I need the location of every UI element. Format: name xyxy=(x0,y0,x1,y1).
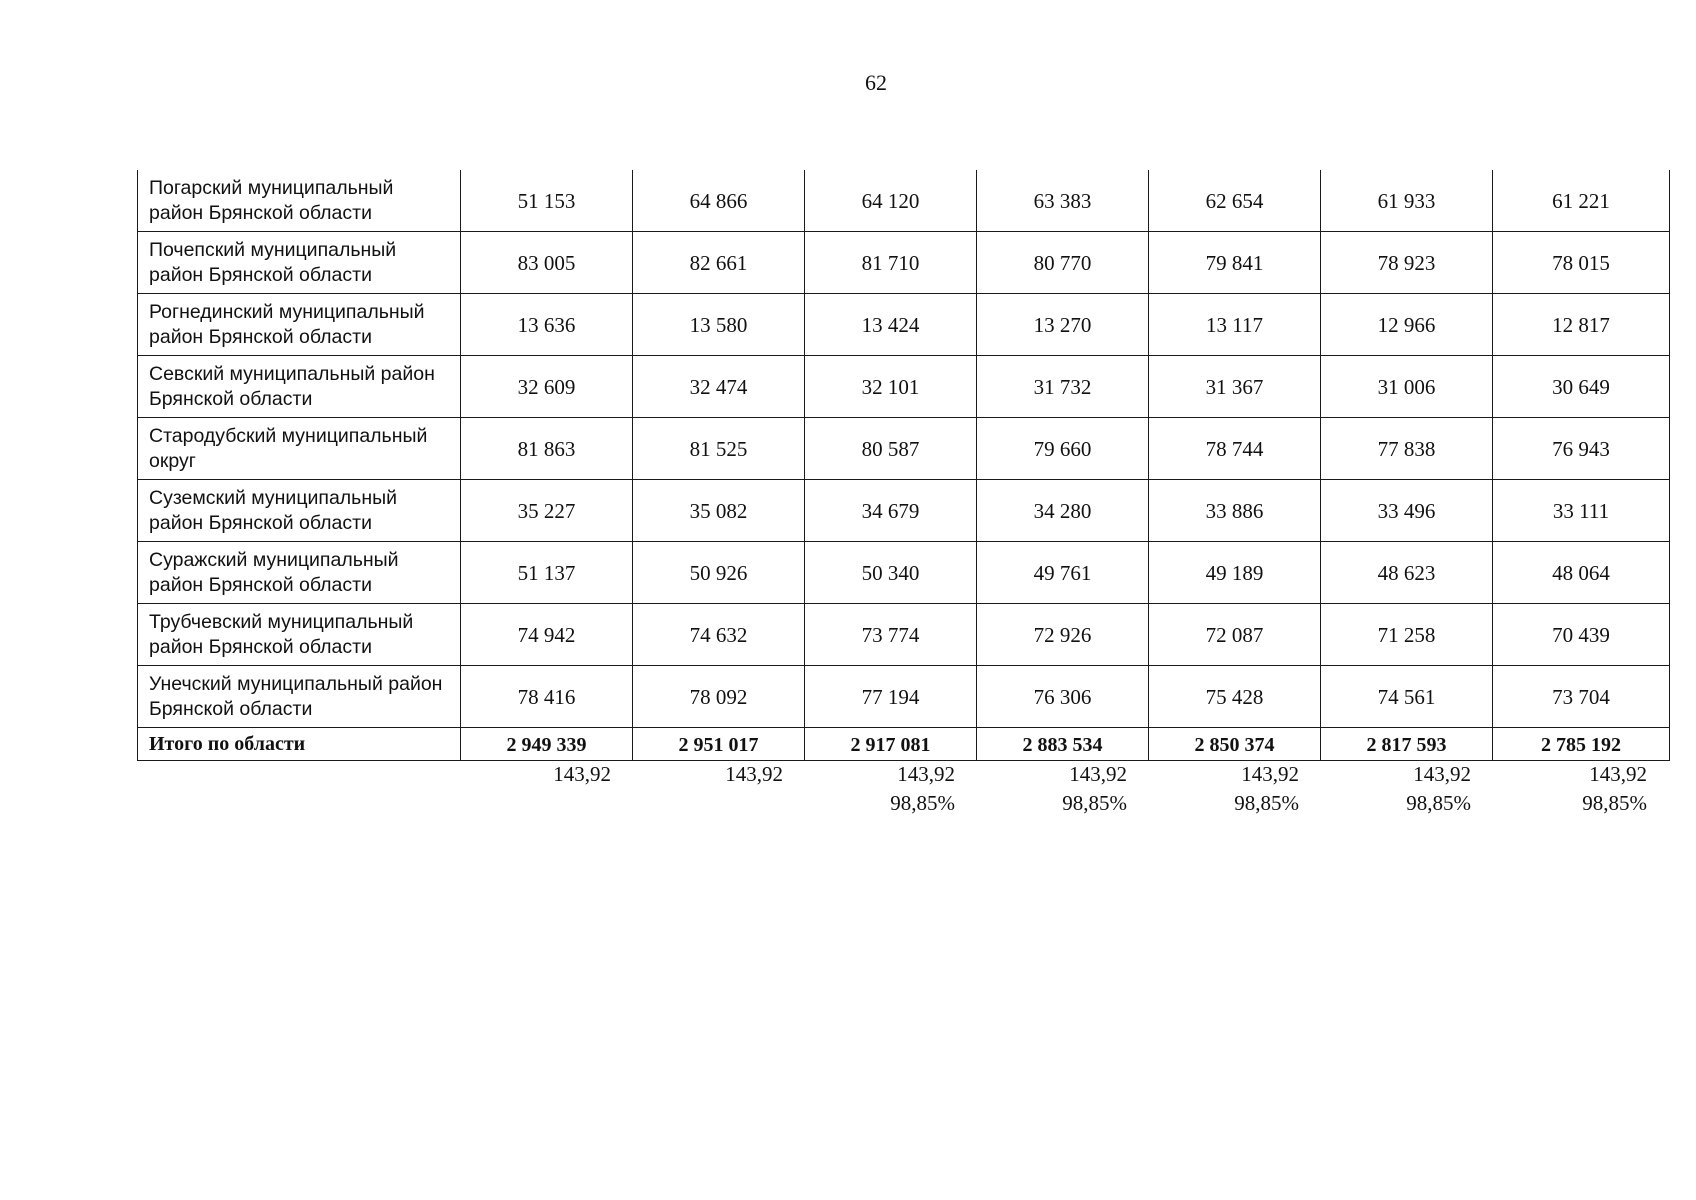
row-name-cell: Рогнединский муниципальный район Брянской области xyxy=(138,294,461,356)
footer-column xyxy=(1149,760,1299,818)
value-cell: 83 005 xyxy=(461,232,633,294)
value-cell: 79 660 xyxy=(977,418,1149,480)
value-cell: 48 623 xyxy=(1321,542,1493,604)
footer-column xyxy=(633,760,783,789)
row-name-cell: Унечский муниципальный район Брянской области xyxy=(138,666,461,728)
total-value-cell: 2 949 339 xyxy=(461,728,633,761)
footer-column xyxy=(1321,760,1471,818)
footer-percent: 98,85% xyxy=(1234,791,1299,815)
value-cell: 33 886 xyxy=(1149,480,1321,542)
row-name-cell: Суражский муниципальный район Брянской области xyxy=(138,542,461,604)
footer-ratio: 143,92 xyxy=(553,762,611,786)
value-cell: 13 117 xyxy=(1149,294,1321,356)
value-cell: 13 580 xyxy=(633,294,805,356)
total-value-cell: 2 850 374 xyxy=(1149,728,1321,761)
row-name-cell: Стародубский муниципальный округ xyxy=(138,418,461,480)
value-cell: 80 587 xyxy=(805,418,977,480)
footer-column xyxy=(805,760,955,818)
value-cell: 79 841 xyxy=(1149,232,1321,294)
footer-column xyxy=(1497,760,1647,818)
value-cell: 12 966 xyxy=(1321,294,1493,356)
value-cell: 78 416 xyxy=(461,666,633,728)
value-cell: 76 943 xyxy=(1493,418,1670,480)
value-cell: 76 306 xyxy=(977,666,1149,728)
value-cell: 78 092 xyxy=(633,666,805,728)
value-cell: 81 525 xyxy=(633,418,805,480)
footer-ratio: 143,92 xyxy=(1589,762,1647,786)
total-value-cell: 2 785 192 xyxy=(1493,728,1670,761)
value-cell: 51 153 xyxy=(461,170,633,232)
table-row xyxy=(138,418,1670,480)
value-cell: 34 679 xyxy=(805,480,977,542)
value-cell: 34 280 xyxy=(977,480,1149,542)
footer-ratio: 143,92 xyxy=(1069,762,1127,786)
value-cell: 72 087 xyxy=(1149,604,1321,666)
value-cell: 32 609 xyxy=(461,356,633,418)
total-value-cell: 2 917 081 xyxy=(805,728,977,761)
value-cell: 75 428 xyxy=(1149,666,1321,728)
total-row xyxy=(138,728,1670,761)
value-cell: 31 006 xyxy=(1321,356,1493,418)
value-cell: 77 838 xyxy=(1321,418,1493,480)
value-cell: 13 424 xyxy=(805,294,977,356)
footer-percent: 98,85% xyxy=(1062,791,1127,815)
value-cell: 13 270 xyxy=(977,294,1149,356)
value-cell: 74 632 xyxy=(633,604,805,666)
footer-column xyxy=(461,760,611,789)
value-cell: 32 474 xyxy=(633,356,805,418)
table-row xyxy=(138,232,1670,294)
row-name-cell: Суземский муниципальный район Брянской области xyxy=(138,480,461,542)
value-cell: 80 770 xyxy=(977,232,1149,294)
footer-column xyxy=(977,760,1127,818)
value-cell: 73 704 xyxy=(1493,666,1670,728)
row-name-cell: Севский муниципальный район Брянской области xyxy=(138,356,461,418)
value-cell: 63 383 xyxy=(977,170,1149,232)
value-cell: 61 221 xyxy=(1493,170,1670,232)
footer-percent: 98,85% xyxy=(1406,791,1471,815)
value-cell: 49 189 xyxy=(1149,542,1321,604)
table-row xyxy=(138,480,1670,542)
value-cell: 74 942 xyxy=(461,604,633,666)
footer-percent: 98,85% xyxy=(1582,791,1647,815)
footer-percent: 98,85% xyxy=(890,791,955,815)
value-cell: 64 120 xyxy=(805,170,977,232)
value-cell: 71 258 xyxy=(1321,604,1493,666)
value-cell: 31 367 xyxy=(1149,356,1321,418)
footer-ratio: 143,92 xyxy=(1241,762,1299,786)
page-number: 62 xyxy=(865,70,887,95)
value-cell: 51 137 xyxy=(461,542,633,604)
value-cell: 33 496 xyxy=(1321,480,1493,542)
value-cell: 32 101 xyxy=(805,356,977,418)
value-cell: 50 926 xyxy=(633,542,805,604)
value-cell: 48 064 xyxy=(1493,542,1670,604)
value-cell: 77 194 xyxy=(805,666,977,728)
table-row xyxy=(138,294,1670,356)
table-row xyxy=(138,170,1670,232)
value-cell: 81 710 xyxy=(805,232,977,294)
value-cell: 12 817 xyxy=(1493,294,1670,356)
value-cell: 31 732 xyxy=(977,356,1149,418)
value-cell: 78 923 xyxy=(1321,232,1493,294)
row-name-cell: Погарский муниципальный район Брянской области xyxy=(138,170,461,232)
value-cell: 81 863 xyxy=(461,418,633,480)
footer-notes xyxy=(137,760,1669,820)
value-cell: 72 926 xyxy=(977,604,1149,666)
row-name-cell: Почепский муниципальный район Брянской области xyxy=(138,232,461,294)
value-cell: 49 761 xyxy=(977,542,1149,604)
table-row xyxy=(138,604,1670,666)
value-cell: 35 082 xyxy=(633,480,805,542)
value-cell: 33 111 xyxy=(1493,480,1670,542)
value-cell: 82 661 xyxy=(633,232,805,294)
footer-ratio: 143,92 xyxy=(1413,762,1471,786)
value-cell: 64 866 xyxy=(633,170,805,232)
total-value-cell: 2 883 534 xyxy=(977,728,1149,761)
value-cell: 61 933 xyxy=(1321,170,1493,232)
value-cell: 73 774 xyxy=(805,604,977,666)
value-cell: 35 227 xyxy=(461,480,633,542)
table-row xyxy=(138,666,1670,728)
footer-ratio: 143,92 xyxy=(725,762,783,786)
value-cell: 13 636 xyxy=(461,294,633,356)
value-cell: 78 744 xyxy=(1149,418,1321,480)
value-cell: 50 340 xyxy=(805,542,977,604)
row-name-cell: Трубчевский муниципальный район Брянской области xyxy=(138,604,461,666)
value-cell: 70 439 xyxy=(1493,604,1670,666)
total-value-cell: 2 951 017 xyxy=(633,728,805,761)
table-row xyxy=(138,542,1670,604)
value-cell: 78 015 xyxy=(1493,232,1670,294)
data-table xyxy=(137,170,1670,761)
value-cell: 30 649 xyxy=(1493,356,1670,418)
footer-ratio: 143,92 xyxy=(897,762,955,786)
total-label: Итого по области xyxy=(138,728,461,761)
value-cell: 74 561 xyxy=(1321,666,1493,728)
total-value-cell: 2 817 593 xyxy=(1321,728,1493,761)
value-cell: 62 654 xyxy=(1149,170,1321,232)
table-row xyxy=(138,356,1670,418)
